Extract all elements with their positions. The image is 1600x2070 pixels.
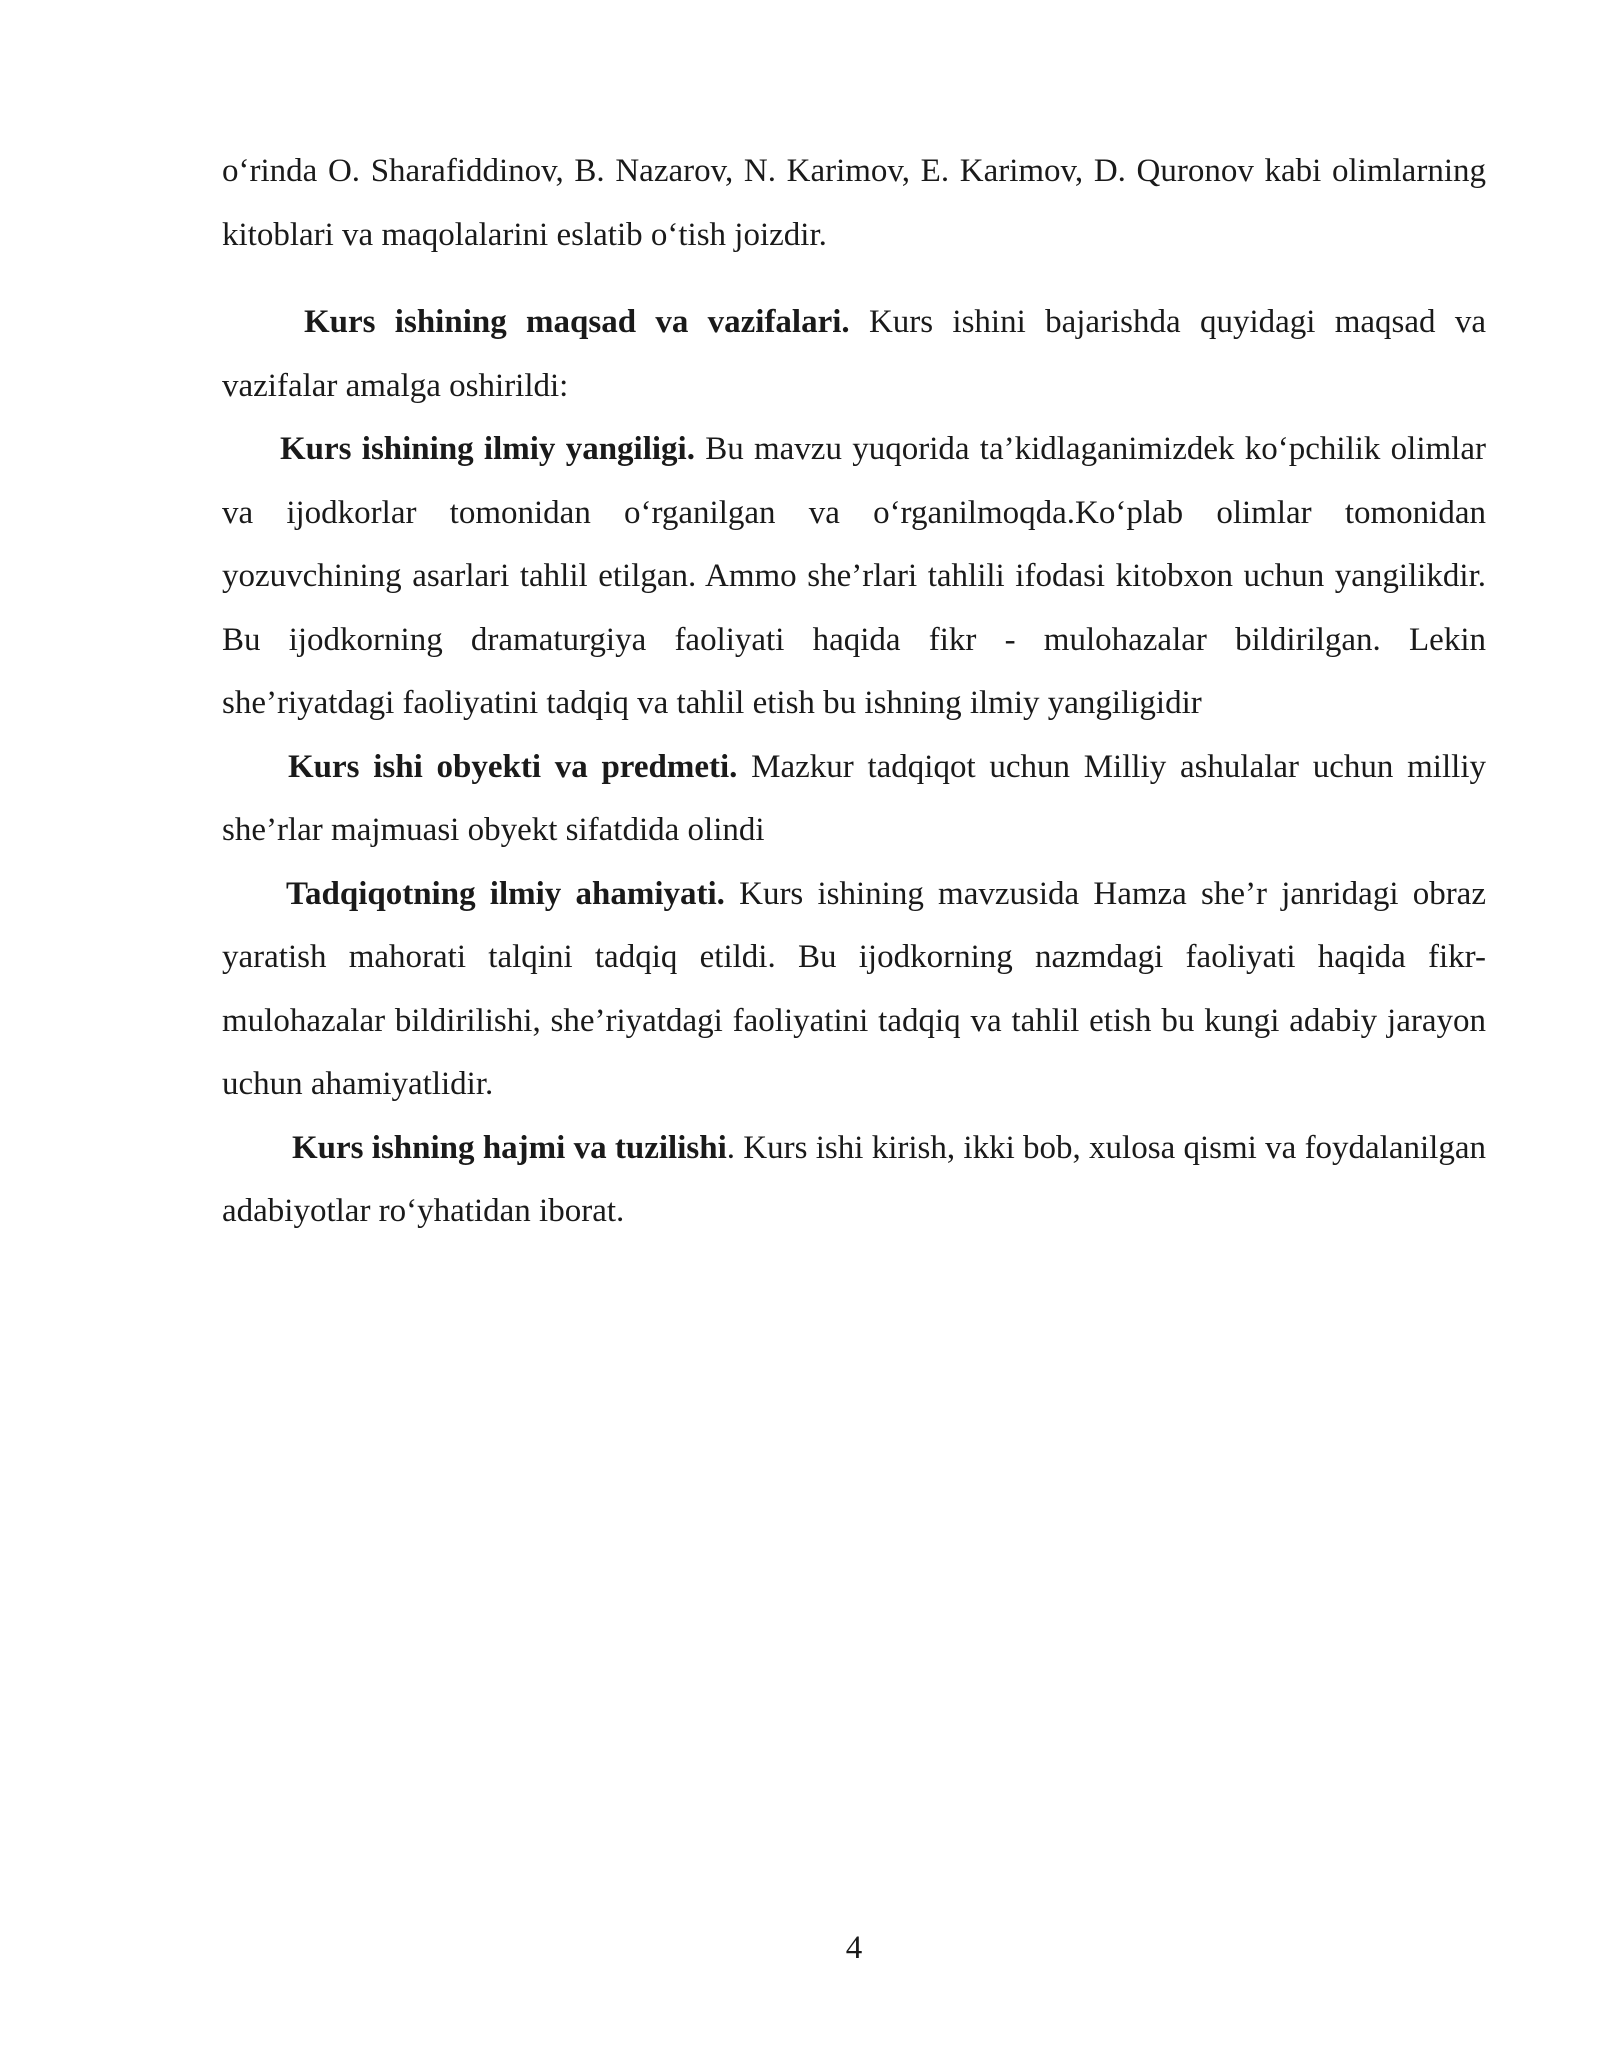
page-number: 4 [845,1930,863,1966]
paragraph-text: Mazkur tadqiqot uchun Milliy ashulalar uchun milliy she’rlar majmuasi obyekt sifatdida olindi [222,748,1486,848]
paragraph-significance [222,863,1486,1117]
paragraph-text: Kurs ishining mavzusida Hamza she’r janridagi obraz yaratish mahorati talqini tadqiq etildi. Bu ijodkorning nazmdagi faoliyati haqida fikr-mulohazalar bildirilishi, she’riyatdagi faoliyatini tadqiq va tahlil etish bu kungi adabiy jarayon uchun ahamiyatlidir. [222,875,1486,1102]
paragraph-text: o‘rinda O. Sharafiddinov, B. Nazarov, N. Karimov, E. Karimov, D. Quronov kabi olimlarning kitoblari va maqolalarini eslatib o‘tish joizdir. [222,153,1486,253]
paragraph-heading: Kurs ishning hajmi va tuzilishi [292,1129,727,1166]
paragraph-heading: Tadqiqotning ilmiy ahamiyati. [286,875,725,912]
paragraph-intro [222,140,1486,267]
paragraph-novelty [222,418,1486,736]
paragraph-structure [222,1117,1486,1244]
paragraph-heading: Kurs ishi obyekti va predmeti. [288,748,738,785]
paragraph-text: Kurs ishini bajarishda quyidagi maqsad va vazifalar amalga oshirildi: [222,304,1486,404]
body-text [222,140,1486,1244]
paragraph-heading: Kurs ishining maqsad va vazifalari. [304,304,850,340]
paragraph-text: Bu mavzu yuqorida ta’kidlaganimizdek ko‘pchilik olimlar va ijodkorlar tomonidan o‘rganilgan va o‘rganilmoqda.Ko‘plab olimlar tomonidan yozuvchining asarlari tahlil etilgan. Ammo she’rlari tahlili ifodasi kitobxon uchun yangilikdir. Bu ijodkorning dramaturgiya faoliyati haqida fikr - mulohazalar bildirilgan. Lekin she’riyatdagi faoliyatini tadqiq va tahlil etish bu ishning ilmiy yangiligidir [222,431,1486,721]
paragraph-goals [222,291,1486,418]
paragraph-heading: Kurs ishining ilmiy yangiligi. [280,431,695,467]
paragraph-text: . Kurs ishi kirish, ikki bob, xulosa qismi va foydalanilgan adabiyotlar ro‘yhatidan iborat. [222,1129,1486,1229]
paragraph-object [222,736,1486,863]
